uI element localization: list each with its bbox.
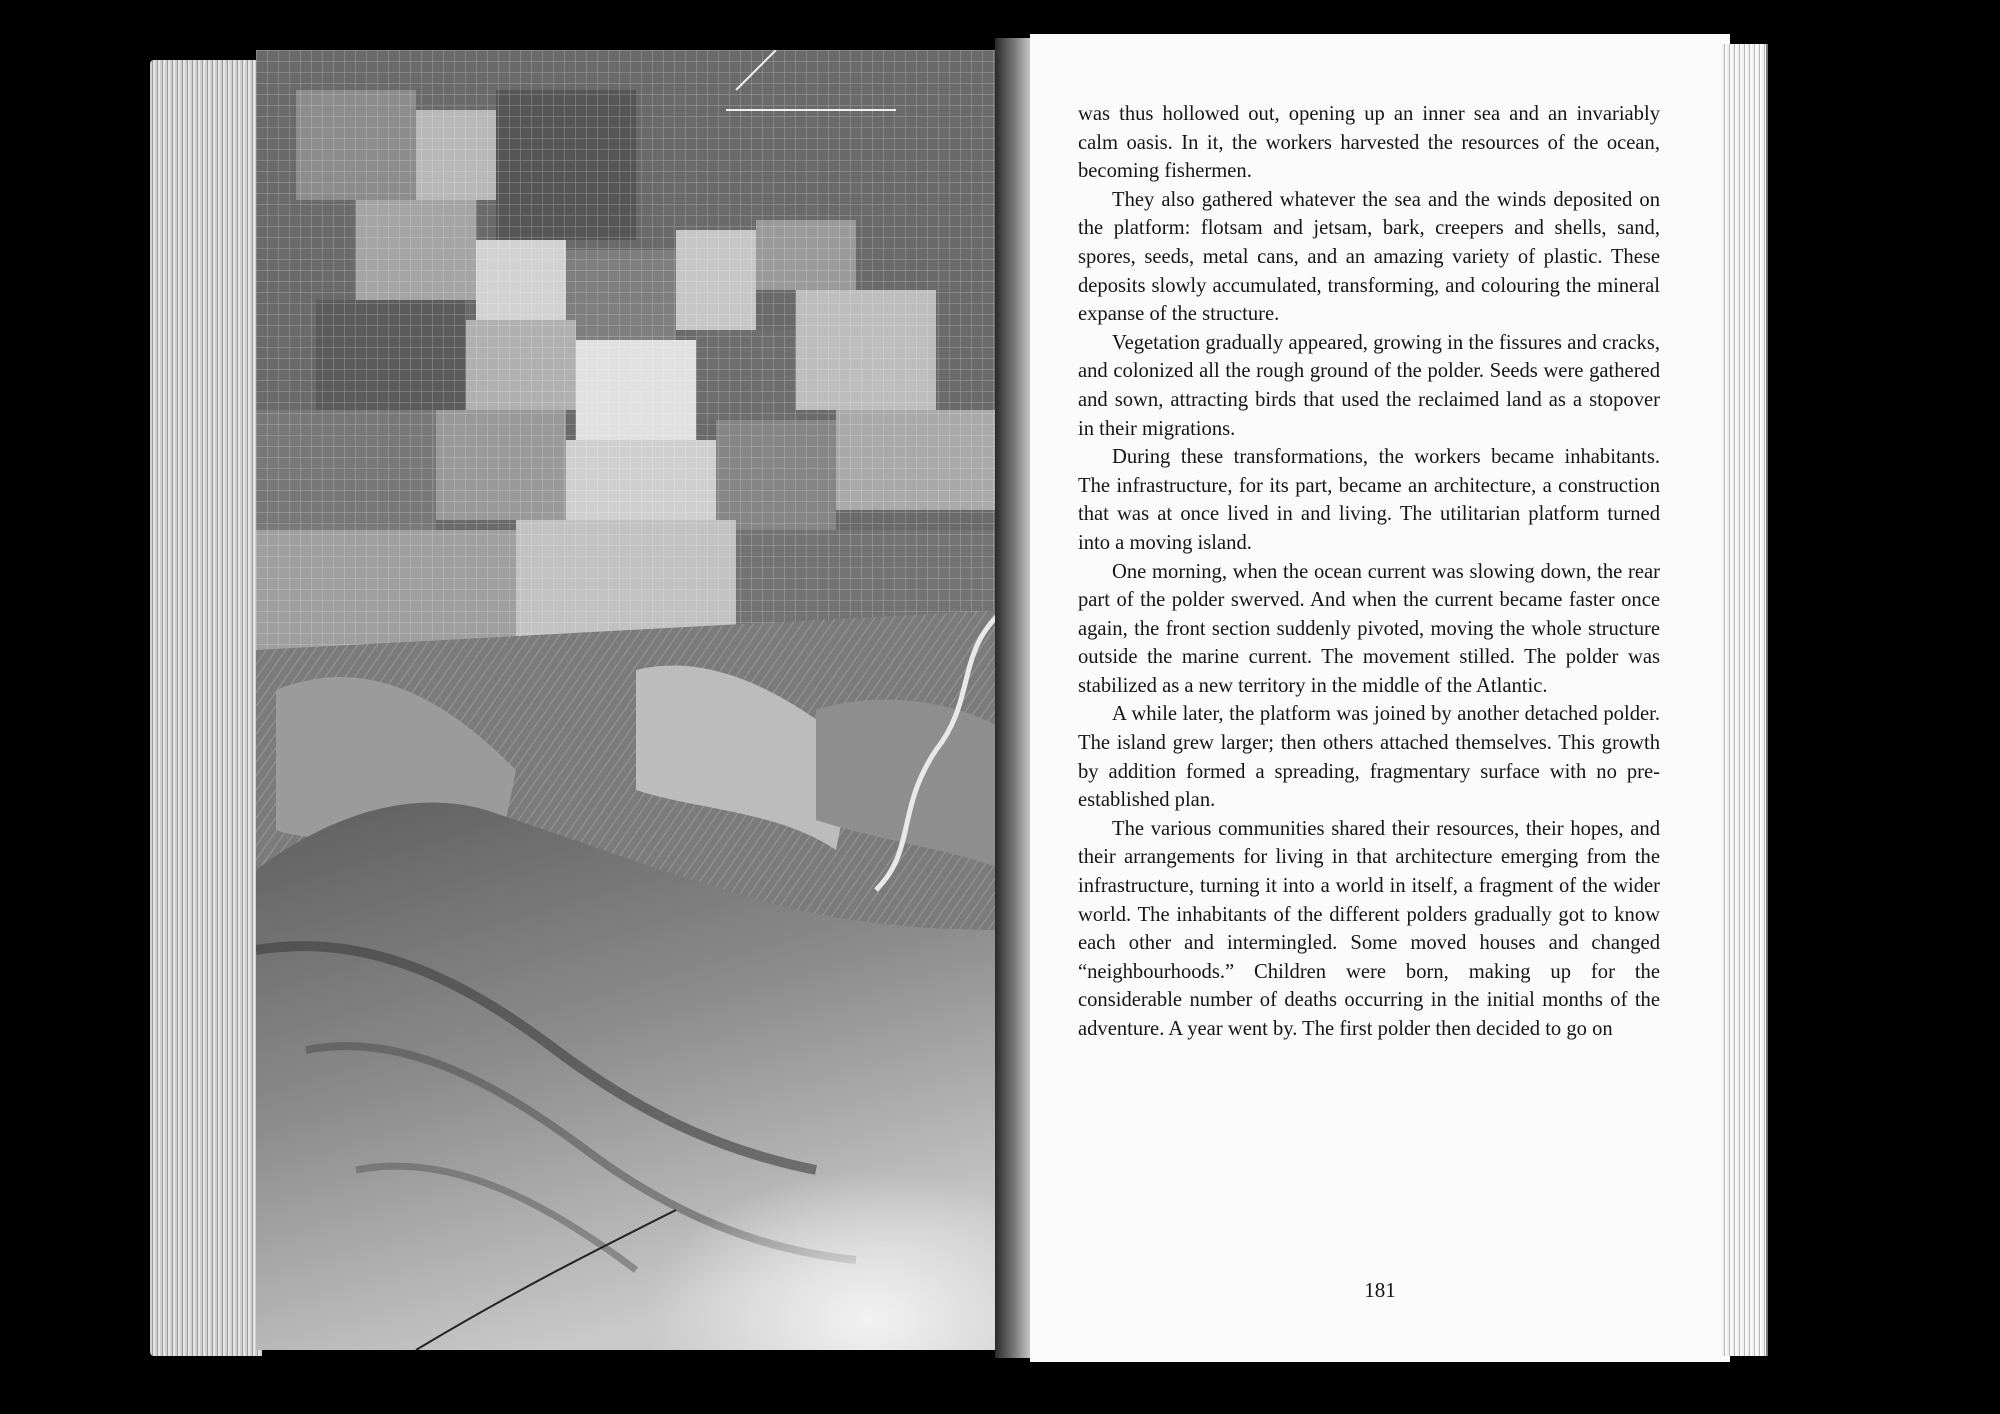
paragraph: They also gathered whatever the sea and the winds deposited on the platform: flotsam and jetsam, bark, creepers and shells, sand, spores, seeds, metal cans, and an amazing variety of plastic. These deposits slowly accumulated, transforming, and colouring the mineral expanse of the structure. <box>1078 188 1660 326</box>
paragraph: was thus hollowed out, opening up an inner sea and an invariably calm oasis. In it, the workers harvested the resources of the ocean, becoming fishermen. <box>1078 103 1660 183</box>
paragraph: The various communities shared their resources, their hopes, and their arrangements for living in that architecture emerging from the infrastructure, turning it into a world in itself, a fragment of the wider world. The inhabitants of the different polders gradually got to know each other and intermingled. Some moved houses and changed “neighbourhoods.” Children were born, making up for the considerable number of deaths occurring in the initial months of the adventure. A year went by. The first polder then decided to go on <box>1078 817 1660 1040</box>
paragraph: A while later, the platform was joined by another detached polder. The island grew larger; then others attached themselves. This growth by addition formed a spreading, fragmentary surface with no pre-established plan. <box>1078 703 1660 812</box>
right-page-edges <box>1722 44 1768 1356</box>
page-body-text <box>1078 100 1660 1044</box>
paragraph: During these transformations, the workers became inhabitants. The infrastructure, for its part, became an architecture, a construction that was at once lived in and living. The utilitarian platform turned into a moving island. <box>1078 446 1660 554</box>
aerial-landscape-image <box>256 50 1004 1350</box>
paragraph: One morning, when the ocean current was slowing down, the rear part of the polder swerved. And when the current became faster once again, the front section suddenly pivoted, moving the whole structure outside the marine current. The movement stilled. The polder was stabilized as a new territory in the middle of the Atlantic. <box>1078 560 1660 697</box>
left-page-aerial-image <box>256 50 1004 1350</box>
right-page <box>1030 34 1730 1362</box>
left-page-edges <box>150 60 262 1356</box>
page-number: 181 <box>1364 1278 1396 1302</box>
paragraph: Vegetation gradually appeared, growing in the fissures and cracks, and colonized all the rough ground of the polder. Seeds were gathered and sown, attracting birds that used the reclaimed land as a stopover in their migrations. <box>1078 331 1660 440</box>
